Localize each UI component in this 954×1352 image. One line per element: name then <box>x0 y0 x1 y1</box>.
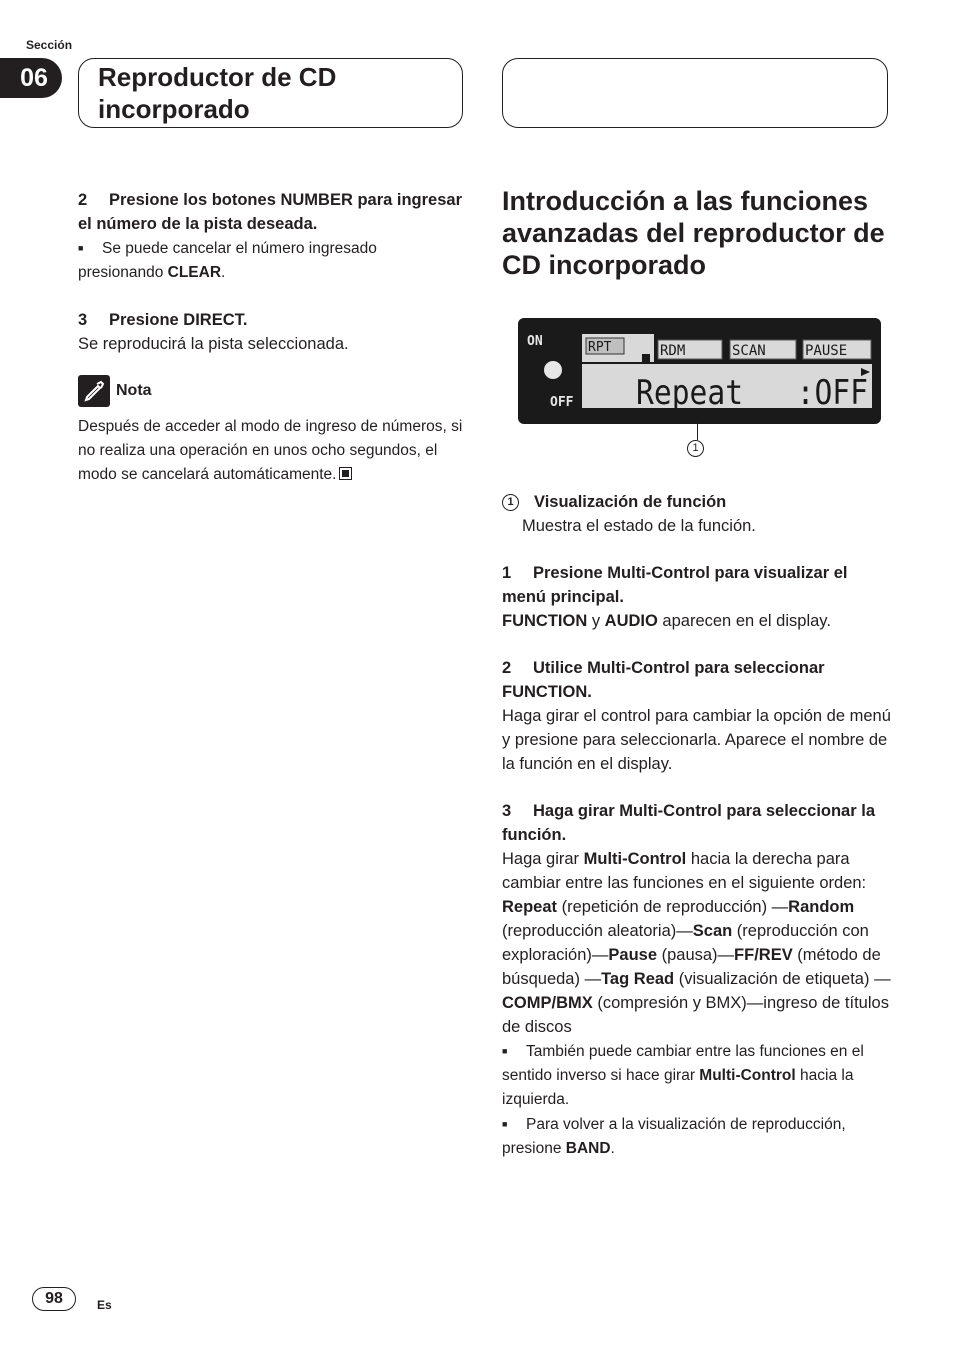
section-heading: Introducción a las funciones avanzadas del reproductor de CD incorporado <box>502 186 885 280</box>
note-body-text: Después de acceder al modo de ingreso de números, si no realiza una operación en unos ocho segundos, el modo se cancelará automáticamente. <box>78 418 463 483</box>
bullet-1-keyword: Multi-Control <box>699 1067 796 1084</box>
bullet-2-end: . <box>610 1140 615 1157</box>
page-number: 98 <box>32 1287 76 1311</box>
band-keyword: BAND <box>565 1140 611 1157</box>
right-step-3 <box>502 799 892 847</box>
right-step-1-title: Presione Multi-Control para visualizar el menú principal. <box>502 564 848 606</box>
chapter-title: Reproductor de CD incorporado <box>98 62 337 124</box>
legend-item <box>502 490 892 514</box>
s3-text-1: Haga girar <box>502 850 584 868</box>
seq-compbmx: —COMP/BMX (compresión y BMX)—ingreso de títulos de discos <box>502 970 891 1036</box>
callout-number: 1 <box>687 440 704 457</box>
s1-text-1: y <box>587 612 605 630</box>
tab-pause <box>803 340 871 359</box>
tab-pause-label: PAUSE <box>805 343 848 359</box>
seq-pause: —Pause (pausa) <box>591 946 718 964</box>
step-2-number: 2 <box>78 191 88 209</box>
seq-ffrev: —FF/REV (método de búsqueda) <box>502 946 881 988</box>
right-step-1 <box>502 561 892 609</box>
empty-header-box <box>502 58 888 128</box>
step-3-body: Se reproducirá la pista seleccionada. <box>78 335 349 353</box>
right-step-2-body: Haga girar el control para cambiar la opción de menú y presione para seleccionarla. Aparece el nombre de la función en el display. <box>502 707 891 773</box>
legend-body: Muestra el estado de la función. <box>522 517 756 535</box>
seq-repeat: Repeat (repetición de reproducción) <box>502 898 768 916</box>
step-3-number: 3 <box>78 311 88 329</box>
s1-text-2: aparecen en el display. <box>657 612 831 630</box>
tab-rdm-label: RDM <box>660 343 686 359</box>
display-illustration <box>518 318 881 424</box>
section-number-tab: 06 <box>0 58 62 98</box>
right-bullet-1 <box>502 1039 892 1112</box>
step-3-text: Presione DIRECT. <box>109 311 248 329</box>
step-2-bullet <box>78 236 463 285</box>
note-body <box>78 415 463 487</box>
display-on-label: ON <box>527 334 543 349</box>
multi-control-keyword: Multi-Control <box>583 850 687 868</box>
callout-marker <box>687 440 704 458</box>
left-column <box>78 188 463 487</box>
step-2-bullet-text: Se puede cancelar el número ingresado presionando <box>78 240 377 281</box>
legend-number: 1 <box>502 494 519 511</box>
audio-keyword: AUDIO <box>604 612 658 630</box>
square-bullet-icon: ■ <box>502 1119 508 1129</box>
step-2-text: Presione los botones NUMBER para ingresar el número de la pista deseada. <box>78 191 463 233</box>
function-sequence <box>502 895 892 1039</box>
bullet-2-text: Para volver a la visualización de reproducción, presione <box>502 1116 846 1157</box>
s3-text-2: hacia la derecha para cambiar entre las funciones en el siguiente orden: <box>502 850 867 892</box>
seq-scan: —Scan (reproducción con exploración) <box>502 922 869 964</box>
note-header <box>78 375 463 407</box>
indicator-dot-icon <box>544 361 562 379</box>
tab-scan <box>730 340 796 359</box>
display-off-label: OFF <box>550 395 574 410</box>
language-code: Es <box>97 1298 112 1312</box>
right-step-3-number: 3 <box>502 802 512 820</box>
right-step-1-number: 1 <box>502 564 512 582</box>
seq-tagread: —Tag Read (visualización de etiqueta) <box>584 970 870 988</box>
right-step-3-body <box>502 847 892 895</box>
tab-scan-label: SCAN <box>732 343 766 359</box>
right-step-2 <box>502 656 892 704</box>
right-step-1-body <box>502 609 892 633</box>
right-step-2-title: Utilice Multi-Control para seleccionar FUNCTION. <box>502 659 825 701</box>
chapter-title-box <box>78 58 463 128</box>
note-title: Nota <box>116 382 152 399</box>
right-column <box>502 490 892 1161</box>
bullet-1-text: También puede cambiar entre las funciones en el sentido inverso si hace girar <box>502 1043 864 1084</box>
right-step-3-title: Haga girar Multi-Control para seleccionar la función. <box>502 802 876 844</box>
section-label: Sección <box>26 38 73 52</box>
tab-rdm <box>658 340 722 359</box>
square-bullet-icon: ■ <box>78 243 84 253</box>
step-2-bullet-end: . <box>221 264 226 281</box>
display-main-text: Repeat :OFF <box>636 373 868 413</box>
bullet-1-end: hacia la izquierda. <box>502 1067 854 1108</box>
tab-rpt-label: RPT <box>588 340 612 355</box>
step-2 <box>78 188 463 236</box>
pencil-note-icon <box>78 375 110 407</box>
seq-random: —Random (reproducción aleatoria) <box>502 898 855 940</box>
function-keyword: FUNCTION <box>502 612 588 630</box>
right-step-2-number: 2 <box>502 659 512 677</box>
end-mark-icon <box>339 467 352 480</box>
step-3 <box>78 308 463 332</box>
clear-keyword: CLEAR <box>167 264 222 281</box>
legend-title: Visualización de función <box>534 493 727 511</box>
square-bullet-icon: ■ <box>502 1046 508 1056</box>
right-bullet-2 <box>502 1112 892 1161</box>
